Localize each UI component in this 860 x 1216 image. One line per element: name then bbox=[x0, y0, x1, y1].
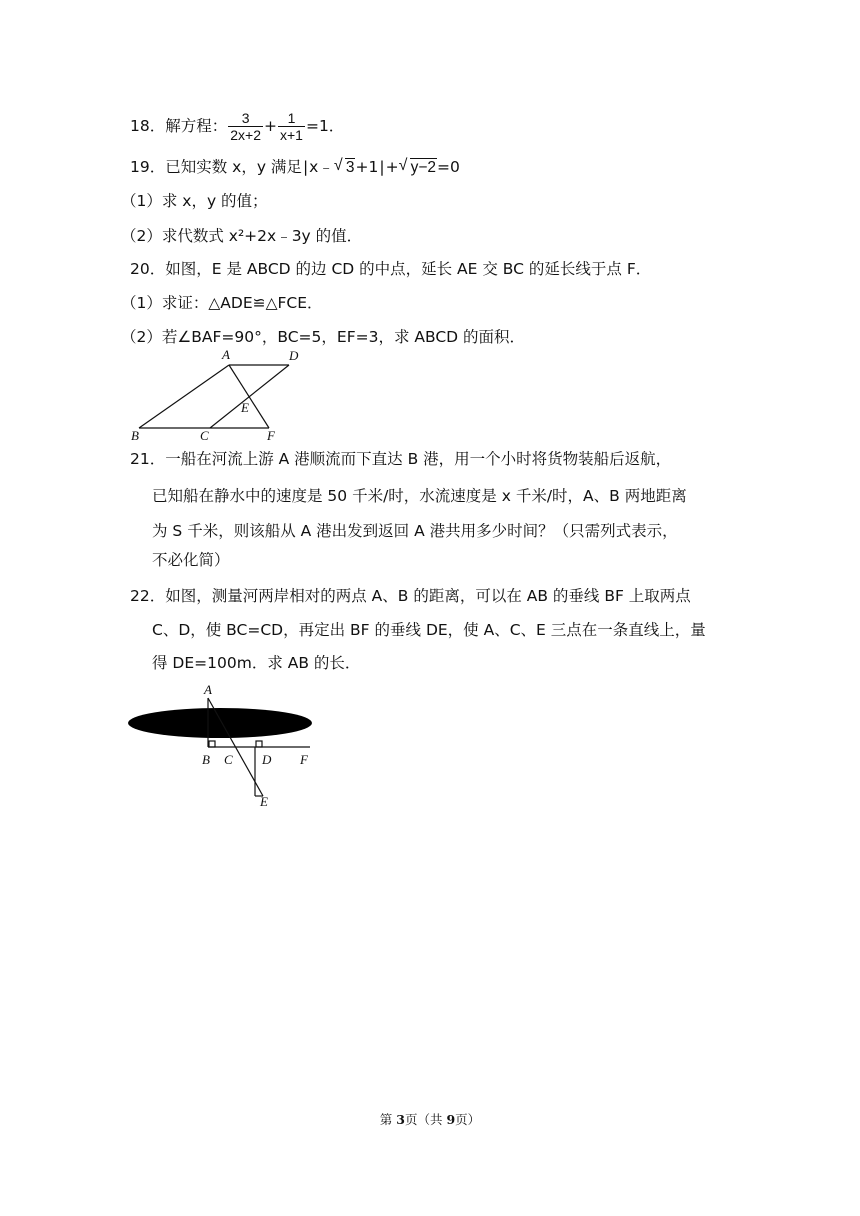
label-b: B bbox=[131, 428, 139, 443]
q18-label: 18．解方程： bbox=[130, 117, 228, 135]
q19-label: 19．已知实数 x，y 满足 bbox=[130, 158, 302, 176]
abs-right-bar: | bbox=[379, 158, 385, 176]
fraction-2-denominator: x+1 bbox=[279, 127, 303, 143]
page-footer bbox=[0, 1110, 860, 1128]
label-d: D bbox=[262, 752, 272, 767]
q18-tail: =1． bbox=[305, 117, 345, 135]
label-b: B bbox=[202, 752, 210, 767]
fraction-1-denominator: 2x+2 bbox=[230, 127, 261, 143]
label-a: A bbox=[204, 683, 212, 697]
segment-af bbox=[229, 365, 269, 428]
q22-line1: 22．如图，测量河两岸相对的两点 A、B 的距离，可以在 AB 的垂线 BF 上取两点 bbox=[130, 587, 691, 605]
q18-line bbox=[130, 110, 344, 143]
q22-figure bbox=[125, 683, 325, 808]
q19-tail: =0 bbox=[437, 158, 460, 176]
abs-left-bar: | bbox=[302, 158, 309, 176]
fraction-1-numerator: 3 bbox=[228, 110, 263, 127]
label-a: A bbox=[222, 347, 230, 362]
q20-part2: （2）若∠BAF=90°，BC=5，EF=3，求 ABCD 的面积． bbox=[121, 328, 526, 346]
label-c: C bbox=[200, 428, 209, 443]
plus-sign: + bbox=[263, 117, 277, 135]
right-angle-b-icon bbox=[209, 741, 215, 747]
page-total: 9 bbox=[446, 1112, 456, 1127]
q21-line2: 已知船在静水中的速度是 50 千米/时，水流速度是 x 千米/时，A、B 两地距离 bbox=[152, 487, 687, 505]
right-angle-d-icon bbox=[256, 741, 262, 747]
label-c: C bbox=[224, 752, 233, 767]
radical-icon: √ bbox=[398, 157, 408, 174]
page-number: 3 bbox=[396, 1112, 405, 1127]
q19-expr-a: x﹣ bbox=[309, 158, 334, 176]
river-shape bbox=[128, 708, 312, 738]
q22-line3: 得 DE=100m．求 AB 的长． bbox=[152, 654, 361, 672]
footer-middle: 页（共 bbox=[404, 1112, 447, 1127]
q19-line bbox=[130, 157, 460, 178]
q19-expr-b: +1 bbox=[355, 158, 379, 176]
label-e: E bbox=[260, 794, 268, 808]
q20-text: 20．如图，E 是 ABCD 的边 CD 的中点，延长 AE 交 BC 的延长线于点 F． bbox=[130, 260, 652, 278]
label-f: F bbox=[300, 752, 308, 767]
q19-plus: + bbox=[385, 158, 399, 176]
sqrt-3-radicand: 3 bbox=[345, 159, 355, 176]
q20-figure bbox=[125, 345, 315, 445]
q20-part1: （1）求证：△ADE≌△FCE． bbox=[121, 294, 323, 312]
q19-part2: （2）求代数式 x²+2x﹣3y 的值． bbox=[121, 227, 363, 245]
sqrt-3 bbox=[334, 158, 356, 178]
q19-part1: （1）求 x，y 的值； bbox=[121, 192, 268, 210]
label-d: D bbox=[289, 348, 299, 363]
q21-line3: 为 S 千米，则该船从 A 港出发到返回 A 港共用多少时间？（只需列式表示， bbox=[152, 522, 678, 540]
fraction-2 bbox=[278, 110, 305, 143]
label-e: E bbox=[241, 400, 249, 415]
footer-prefix: 第 bbox=[379, 1112, 397, 1127]
sqrt-y bbox=[399, 158, 437, 178]
q22-line2: C、D，使 BC=CD，再定出 BF 的垂线 DE，使 A、C、E 三点在一条直线上，量 bbox=[152, 621, 706, 639]
radical-icon: √ bbox=[333, 157, 343, 174]
footer-suffix: 页） bbox=[455, 1112, 481, 1127]
q21-line1: 21．一船在河流上游 A 港顺流而下直达 B 港，用一个小时将货物装船后返航， bbox=[130, 450, 672, 468]
label-f: F bbox=[267, 428, 275, 443]
fraction-1 bbox=[228, 110, 263, 143]
sqrt-y-radicand: y−2 bbox=[410, 159, 437, 176]
fraction-2-numerator: 1 bbox=[278, 110, 305, 127]
q21-line4: 不必化简） bbox=[152, 551, 230, 569]
segment-ab bbox=[139, 365, 229, 428]
